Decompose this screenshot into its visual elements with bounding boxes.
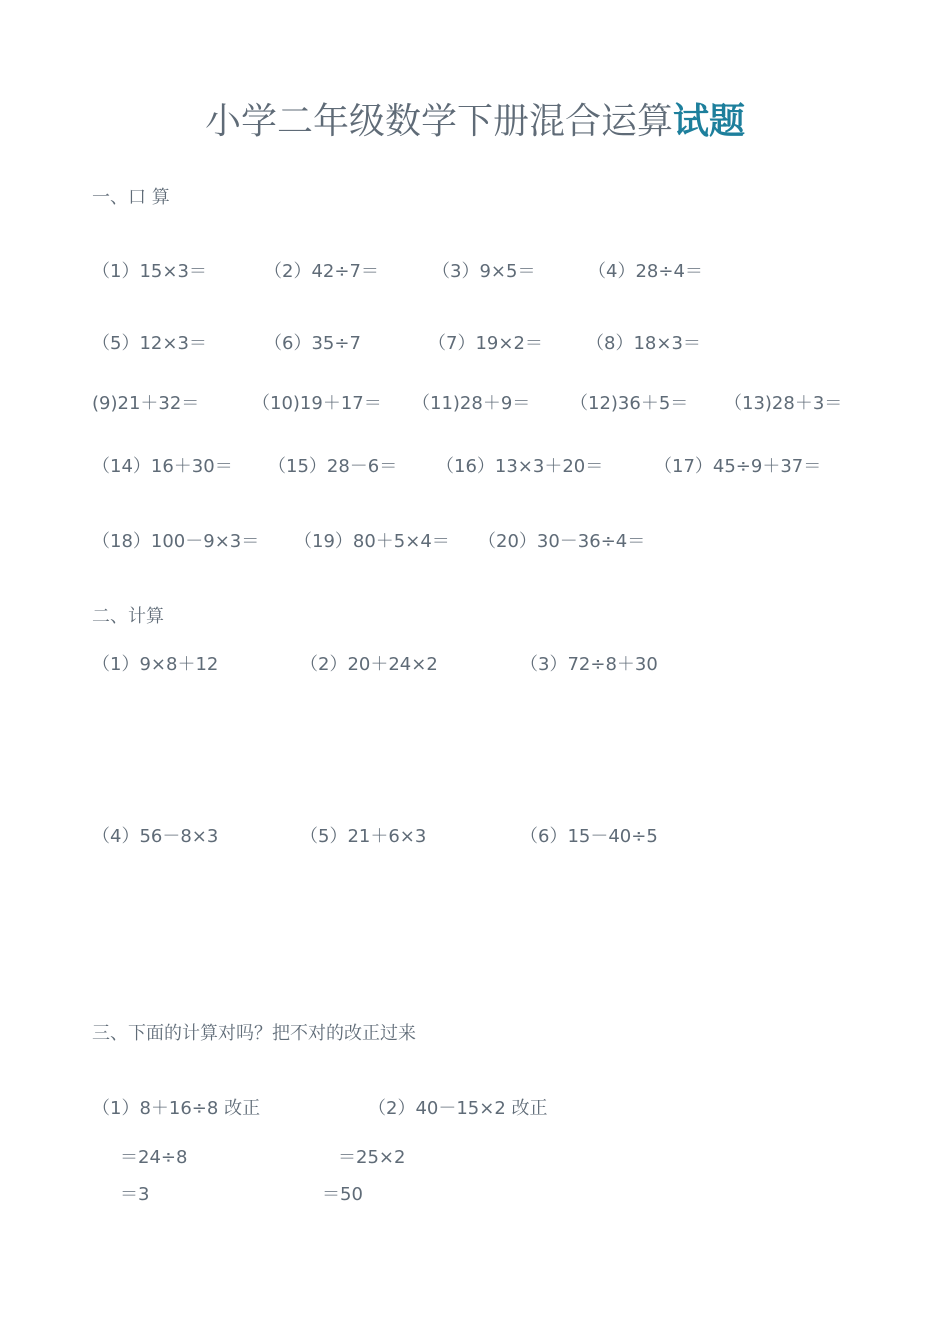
oral-item-20: （20）30－36÷4＝: [478, 531, 646, 552]
oral-item-6: （6）35÷7: [264, 333, 361, 354]
oral-item-8: （8）18×3＝: [586, 333, 701, 354]
oral-item-16: （16）13×3＋20＝: [436, 456, 604, 477]
oral-item-19: （19）80＋5×4＝: [294, 531, 450, 552]
oral-item-13: （13)28＋3＝: [724, 393, 843, 414]
title-main: 小学二年级数学下册混合运算: [204, 101, 673, 142]
oral-item-5: （5）12×3＝: [92, 333, 207, 354]
problem-2-step-1: ＝25×2: [338, 1147, 406, 1168]
oral-item-15: （15）28－6＝: [268, 456, 398, 477]
compute-item-3: （3）72÷8＋30: [520, 654, 658, 675]
oral-item-12: （12)36＋5＝: [570, 393, 689, 414]
problem-2-step-2: ＝50: [322, 1184, 363, 1205]
oral-item-9: (9)21＋32＝: [92, 393, 200, 414]
oral-item-4: （4）28÷4＝: [588, 261, 703, 282]
fix-label: 改正: [511, 1098, 548, 1119]
problem-1-step-1: ＝24÷8: [120, 1147, 188, 1168]
page-title: [0, 96, 950, 148]
problem-expression: （2）40－15×2: [368, 1098, 506, 1119]
problem-expression: （1）8＋16÷8: [92, 1098, 219, 1119]
compute-item-6: （6）15－40÷5: [520, 826, 658, 847]
problem-1-step-2: ＝3: [120, 1184, 150, 1205]
section-heading-compute: 二、计算: [92, 606, 164, 627]
oral-item-14: （14）16＋30＝: [92, 456, 233, 477]
oral-item-2: （2）42÷7＝: [264, 261, 379, 282]
compute-item-4: （4）56－8×3: [92, 826, 219, 847]
title-accent: 试题: [673, 101, 746, 142]
oral-item-18: （18）100－9×3＝: [92, 531, 260, 552]
oral-item-7: （7）19×2＝: [428, 333, 543, 354]
section-heading-oral: 一、口 算: [92, 187, 170, 208]
oral-item-11: （11)28＋9＝: [412, 393, 531, 414]
correction-problem-1: [92, 1097, 260, 1121]
compute-item-2: （2）20＋24×2: [300, 654, 438, 675]
oral-item-10: （10)19＋17＝: [252, 393, 382, 414]
compute-item-5: （5）21＋6×3: [300, 826, 427, 847]
section-heading-correct: 三、下面的计算对吗？把不对的改正过来: [92, 1023, 416, 1044]
oral-item-3: （3）9×5＝: [432, 261, 536, 282]
oral-item-17: （17）45÷9＋37＝: [654, 456, 822, 477]
oral-item-1: （1）15×3＝: [92, 261, 207, 282]
correction-problem-2: [368, 1097, 548, 1121]
fix-label: 改正: [224, 1098, 261, 1119]
compute-item-1: （1）9×8＋12: [92, 654, 219, 675]
